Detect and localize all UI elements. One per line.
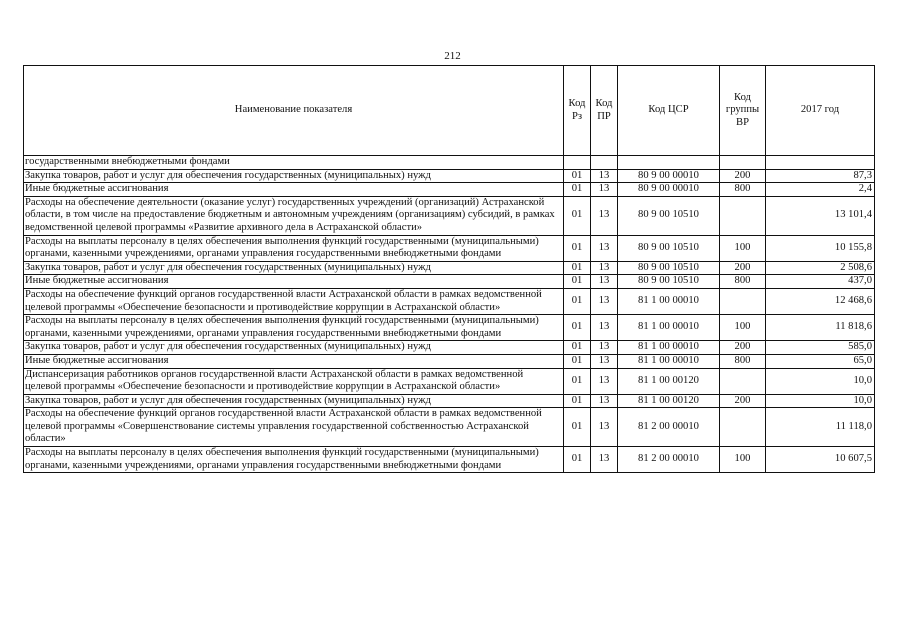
header-csr: Код ЦСР	[618, 66, 720, 156]
row-name: Расходы на обеспечение функций органов государственной власти Астраханской области в рамках ведомственной целевой программы «Совершенствование системы управления государственной собственностью Астраханской области»	[24, 408, 564, 447]
table-row	[24, 394, 875, 408]
row-value-2017: 2,4	[766, 183, 875, 197]
row-code-vr	[720, 408, 766, 447]
row-code-csr: 80 9 00 10510	[618, 235, 720, 261]
row-name: Иные бюджетные ассигнования	[24, 183, 564, 197]
row-code-vr: 100	[720, 447, 766, 473]
row-value-2017: 437,0	[766, 275, 875, 289]
header-year: 2017 год	[766, 66, 875, 156]
row-code-rz: 01	[564, 354, 591, 368]
table-row	[24, 341, 875, 355]
row-value-2017: 12 468,6	[766, 288, 875, 314]
row-name: Закупка товаров, работ и услуг для обеспечения государственных (муниципальных) нужд	[24, 394, 564, 408]
row-code-pr: 13	[591, 341, 618, 355]
row-code-vr: 800	[720, 354, 766, 368]
row-code-rz: 01	[564, 408, 591, 447]
table-row	[24, 315, 875, 341]
row-code-rz: 01	[564, 288, 591, 314]
row-code-csr: 81 1 00 00120	[618, 368, 720, 394]
row-code-pr: 13	[591, 315, 618, 341]
row-code-vr: 100	[720, 235, 766, 261]
row-value-2017: 10,0	[766, 394, 875, 408]
header-pr: Код ПР	[591, 66, 618, 156]
row-name: Расходы на обеспечение функций органов государственной власти Астраханской области в рамках ведомственной целевой программы «Обеспечение безопасности и противодействие коррупции в Астраханской области»	[24, 288, 564, 314]
row-code-csr: 80 9 00 00010	[618, 169, 720, 183]
table-row	[24, 275, 875, 289]
row-code-vr: 200	[720, 341, 766, 355]
row-code-pr: 13	[591, 447, 618, 473]
table-row	[24, 183, 875, 197]
row-code-rz: 01	[564, 368, 591, 394]
row-name: Иные бюджетные ассигнования	[24, 275, 564, 289]
row-code-vr	[720, 368, 766, 394]
row-code-pr: 13	[591, 354, 618, 368]
row-name: Закупка товаров, работ и услуг для обеспечения государственных (муниципальных) нужд	[24, 169, 564, 183]
header-rz: Код Рз	[564, 66, 591, 156]
row-value-2017: 10,0	[766, 368, 875, 394]
row-code-pr: 13	[591, 368, 618, 394]
row-code-vr	[720, 156, 766, 170]
row-code-csr: 81 1 00 00010	[618, 288, 720, 314]
table-row	[24, 156, 875, 170]
row-code-csr: 80 9 00 10510	[618, 196, 720, 235]
row-value-2017: 585,0	[766, 341, 875, 355]
header-vr: Код группы ВР	[720, 66, 766, 156]
table-row	[24, 408, 875, 447]
row-code-pr	[591, 156, 618, 170]
row-code-vr: 800	[720, 275, 766, 289]
row-code-rz: 01	[564, 169, 591, 183]
row-code-csr	[618, 156, 720, 170]
row-code-pr: 13	[591, 288, 618, 314]
row-code-csr: 80 9 00 00010	[618, 183, 720, 197]
row-code-vr: 100	[720, 315, 766, 341]
table-row	[24, 288, 875, 314]
row-code-vr	[720, 288, 766, 314]
row-code-rz: 01	[564, 261, 591, 275]
table-row	[24, 261, 875, 275]
row-code-csr: 80 9 00 10510	[618, 275, 720, 289]
row-name: Расходы на выплаты персоналу в целях обеспечения выполнения функций государственными (муниципальными) органами, казенными учреждениями, органами управления государственными внебюджетными фондами	[24, 315, 564, 341]
row-code-pr: 13	[591, 408, 618, 447]
row-name: Иные бюджетные ассигнования	[24, 354, 564, 368]
row-code-csr: 81 2 00 00010	[618, 408, 720, 447]
row-code-rz: 01	[564, 183, 591, 197]
row-name: государственными внебюджетными фондами	[24, 156, 564, 170]
table-row	[24, 235, 875, 261]
row-code-pr: 13	[591, 196, 618, 235]
table-body	[24, 156, 875, 473]
header-name: Наименование показателя	[24, 66, 564, 156]
row-code-pr: 13	[591, 169, 618, 183]
row-code-pr: 13	[591, 261, 618, 275]
row-code-vr	[720, 196, 766, 235]
row-code-rz: 01	[564, 235, 591, 261]
row-value-2017: 10 155,8	[766, 235, 875, 261]
row-code-csr: 81 1 00 00010	[618, 341, 720, 355]
row-code-rz: 01	[564, 196, 591, 235]
row-name: Закупка товаров, работ и услуг для обеспечения государственных (муниципальных) нужд	[24, 261, 564, 275]
row-value-2017: 11 118,0	[766, 408, 875, 447]
row-code-csr: 80 9 00 10510	[618, 261, 720, 275]
row-name: Закупка товаров, работ и услуг для обеспечения государственных (муниципальных) нужд	[24, 341, 564, 355]
row-code-csr: 81 1 00 00010	[618, 354, 720, 368]
row-code-csr: 81 2 00 00010	[618, 447, 720, 473]
table-row	[24, 368, 875, 394]
row-value-2017: 87,3	[766, 169, 875, 183]
table-row	[24, 447, 875, 473]
row-code-pr: 13	[591, 183, 618, 197]
row-value-2017: 65,0	[766, 354, 875, 368]
row-code-pr: 13	[591, 394, 618, 408]
row-code-vr: 200	[720, 394, 766, 408]
table-row	[24, 169, 875, 183]
row-code-rz: 01	[564, 394, 591, 408]
row-name: Расходы на выплаты персоналу в целях обеспечения выполнения функций государственными (муниципальными) органами, казенными учреждениями, органами управления государственными внебюджетными фондами	[24, 235, 564, 261]
row-name: Диспансеризация работников органов государственной власти Астраханской области в рамках ведомственной целевой программы «Обеспечение безопасности и противодействие коррупции в Астраханской области»	[24, 368, 564, 394]
row-value-2017: 11 818,6	[766, 315, 875, 341]
row-code-rz: 01	[564, 447, 591, 473]
table-row	[24, 354, 875, 368]
row-code-csr: 81 1 00 00120	[618, 394, 720, 408]
table-header-row	[24, 66, 875, 156]
row-value-2017: 2 508,6	[766, 261, 875, 275]
row-code-pr: 13	[591, 235, 618, 261]
budget-table	[23, 65, 875, 473]
row-code-rz: 01	[564, 341, 591, 355]
row-code-vr: 200	[720, 169, 766, 183]
row-name: Расходы на обеспечение деятельности (оказание услуг) государственных учреждений (организаций) Астраханской области, в том числе на предоставление бюджетным и автономным учреждениям (организациям) субсидий, в рамках ведомственной целевой программы «Развитие архивного дела в Астраханской области»	[24, 196, 564, 235]
row-code-rz	[564, 156, 591, 170]
row-value-2017	[766, 156, 875, 170]
row-value-2017: 10 607,5	[766, 447, 875, 473]
row-code-pr: 13	[591, 275, 618, 289]
table-row	[24, 196, 875, 235]
row-name: Расходы на выплаты персоналу в целях обеспечения выполнения функций государственными (муниципальными) органами, казенными учреждениями, органами управления государственными внебюджетными фондами	[24, 447, 564, 473]
row-code-rz: 01	[564, 315, 591, 341]
row-code-vr: 200	[720, 261, 766, 275]
row-code-vr: 800	[720, 183, 766, 197]
row-code-csr: 81 1 00 00010	[618, 315, 720, 341]
page-number: 212	[444, 50, 461, 62]
row-code-rz: 01	[564, 275, 591, 289]
row-value-2017: 13 101,4	[766, 196, 875, 235]
